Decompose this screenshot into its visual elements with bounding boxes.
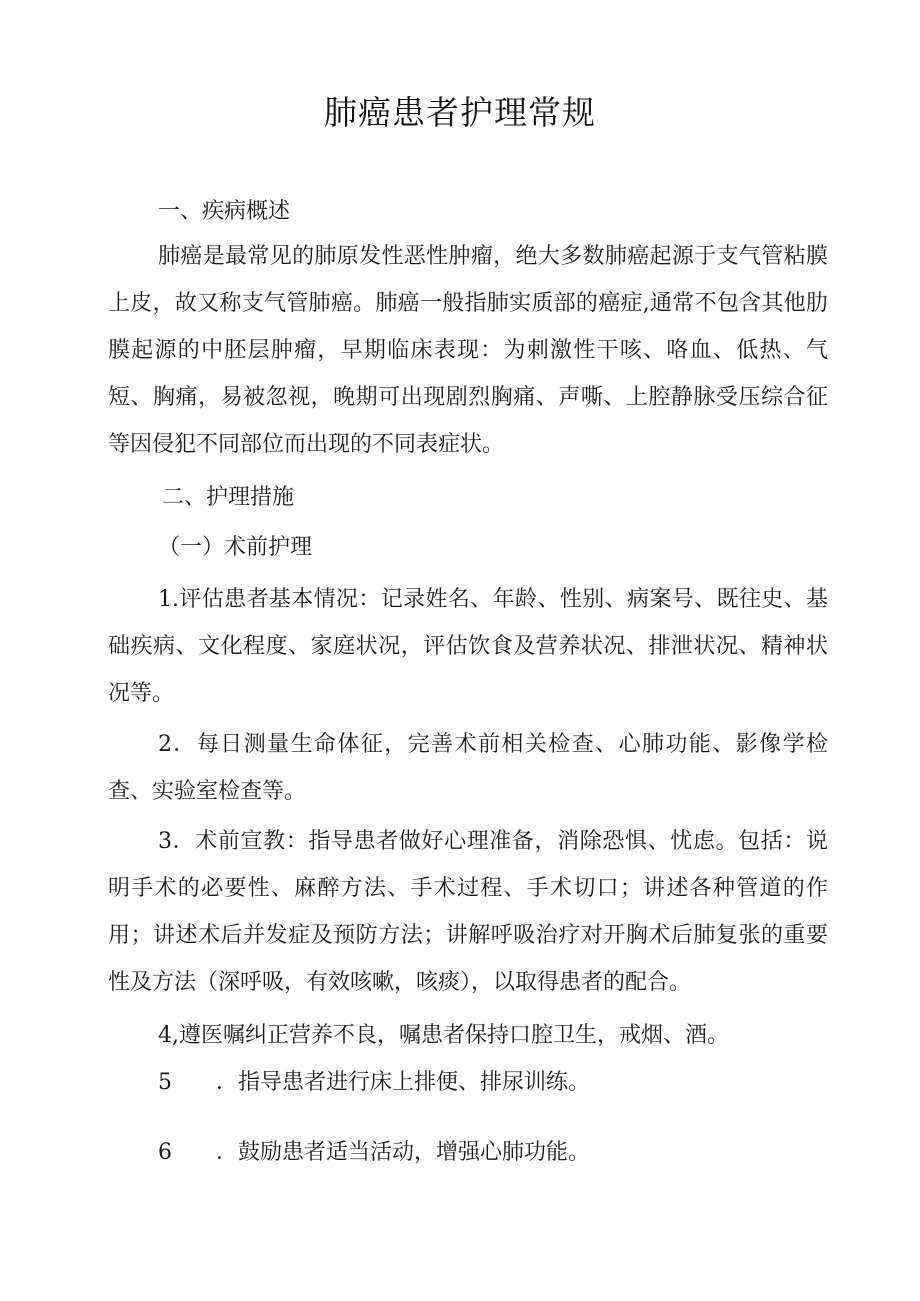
section-heading-overview: 一、疾病概述 [158,199,291,224]
list-item-5-text: ．指导患者进行床上排便、排尿训练。 [216,1070,591,1095]
list-item-6 [158,1137,590,1169]
overview-paragraph: 肺癌是最常见的肺原发性恶性肿瘤，绝大多数肺癌起源于支气管粘膜上皮，故又称支气管肺癌。肺癌一般指肺实质部的癌症,通常不包含其他肋膜起源的中胚层肿瘤，早期临床表现：为刺激性干咳、咯血、低热、气短、胸痛，易被忽视，晚期可出现剧烈胸痛、声嘶、上腔静脉受压综合征等因侵犯不同部位而出现的不同表症状。 [108,244,828,457]
list-item-1: 1.评估患者基本情况：记录姓名、年龄、性别、病案号、既往史、基础疾病、文化程度、家庭状况，评估饮食及营养状况、排泄状况、精神状况等。 [108,587,828,706]
subsection-heading-preoperative: （一）术前护理 [158,535,313,560]
list-item-6-text: ．鼓励患者适当活动，增强心肺功能。 [216,1140,591,1165]
document-title: 肺癌患者护理常规 [324,93,596,132]
list-item-4: 4,遵医嘱纠正营养不良，嘱患者保持口腔卫生，戒烟、酒。 [158,1023,729,1048]
list-item-5 [158,1067,590,1099]
list-item-6-number: 6 [158,1140,172,1165]
list-item-3: 3．术前宣教：指导患者做好心理准备，消除恐惧、忧虑。包括：说明手术的必要性、麻醉方法、手术过程、手术切口；讲述各种管道的作用；讲述术后并发症及预防方法；讲解呼吸治疗对开胸术后肺复张的重要性及方法（深呼吸，有效咳嗽，咳痰），以取得患者的配合。 [108,829,828,995]
list-item-5-number: 5 [158,1070,172,1095]
list-item-2: 2．每日测量生命体征，完善术前相关检查、心肺功能、影像学检查、实验室检查等。 [108,732,828,804]
section-heading-nursing-measures: 二、护理措施 [162,485,295,510]
